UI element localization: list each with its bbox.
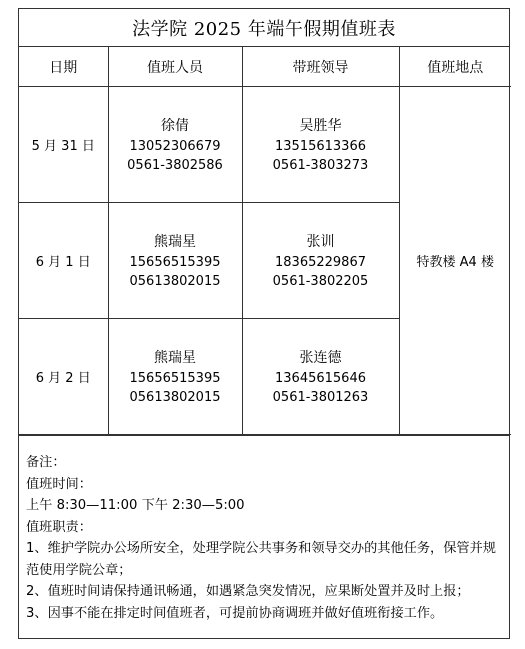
staff-phone-mobile: 15656515395 — [129, 370, 221, 386]
duty-item-1: 1、维护学院办公场所安全，处理学院公共事务和领导交办的其他任务，保管并规范使用学院公章； — [26, 541, 496, 578]
duty-location: 特教楼 A4 楼 — [399, 87, 511, 435]
duty-table — [19, 47, 511, 435]
leader-phone-office: 0561-3802205 — [272, 273, 369, 289]
duty-date: 6 月 2 日 — [19, 319, 108, 435]
leader-phone-office: 0561-3801263 — [272, 389, 369, 405]
header-leader: 带班领导 — [242, 47, 399, 87]
duty-item-2: 2、值班时间请保持通讯畅通，如遇紧急突发情况，应果断处置并及时上报； — [26, 584, 470, 599]
schedule-title: 法学院 2025 年端午假期值班表 — [19, 9, 509, 47]
leader-name: 吴胜华 — [299, 117, 342, 134]
afternoon-hours: 下午 2:30—5:00 — [141, 498, 245, 513]
leader-name: 张连德 — [299, 349, 342, 366]
table-header-row — [19, 47, 511, 87]
notes-label: 备注： — [26, 455, 66, 470]
table-row — [19, 87, 511, 203]
staff-phone-office: 05613802015 — [129, 389, 221, 405]
header-date: 日期 — [19, 47, 108, 87]
staff-phone-office: 0561-3802586 — [127, 157, 223, 173]
header-staff: 值班人员 — [108, 47, 242, 87]
staff-cell — [108, 87, 242, 203]
leader-cell — [242, 319, 399, 435]
staff-name: 熊瑞星 — [154, 233, 196, 250]
notes-section — [19, 435, 509, 638]
duty-responsibility-label: 值班职责： — [26, 519, 92, 535]
leader-name: 张训 — [306, 233, 335, 250]
staff-cell — [108, 319, 242, 435]
staff-name: 熊瑞星 — [154, 349, 196, 366]
duty-time-label: 值班时间： — [26, 476, 92, 492]
staff-phone-office: 05613802015 — [129, 273, 221, 289]
leader-phone-mobile: 13645615646 — [275, 370, 366, 386]
duty-date: 5 月 31 日 — [19, 87, 108, 203]
morning-hours: 上午 8:30—11:00 — [26, 498, 138, 513]
leader-phone-mobile: 13515613366 — [275, 138, 366, 154]
staff-phone-mobile: 15656515395 — [129, 254, 221, 270]
leader-phone-office: 0561-3803273 — [272, 157, 369, 173]
staff-cell — [108, 203, 242, 319]
duty-date: 6 月 1 日 — [19, 203, 108, 319]
header-location: 值班地点 — [399, 47, 511, 87]
staff-name: 徐倩 — [161, 117, 189, 134]
leader-cell — [242, 87, 399, 203]
duty-hours — [26, 495, 503, 517]
leader-cell — [242, 203, 399, 319]
leader-phone-mobile: 18365229867 — [275, 254, 366, 270]
staff-phone-mobile: 13052306679 — [129, 138, 221, 154]
duty-schedule-sheet — [18, 8, 510, 639]
duty-item-3: 3、因事不能在排定时间值班者，可提前协商调班并做好值班衔接工作。 — [26, 605, 444, 621]
